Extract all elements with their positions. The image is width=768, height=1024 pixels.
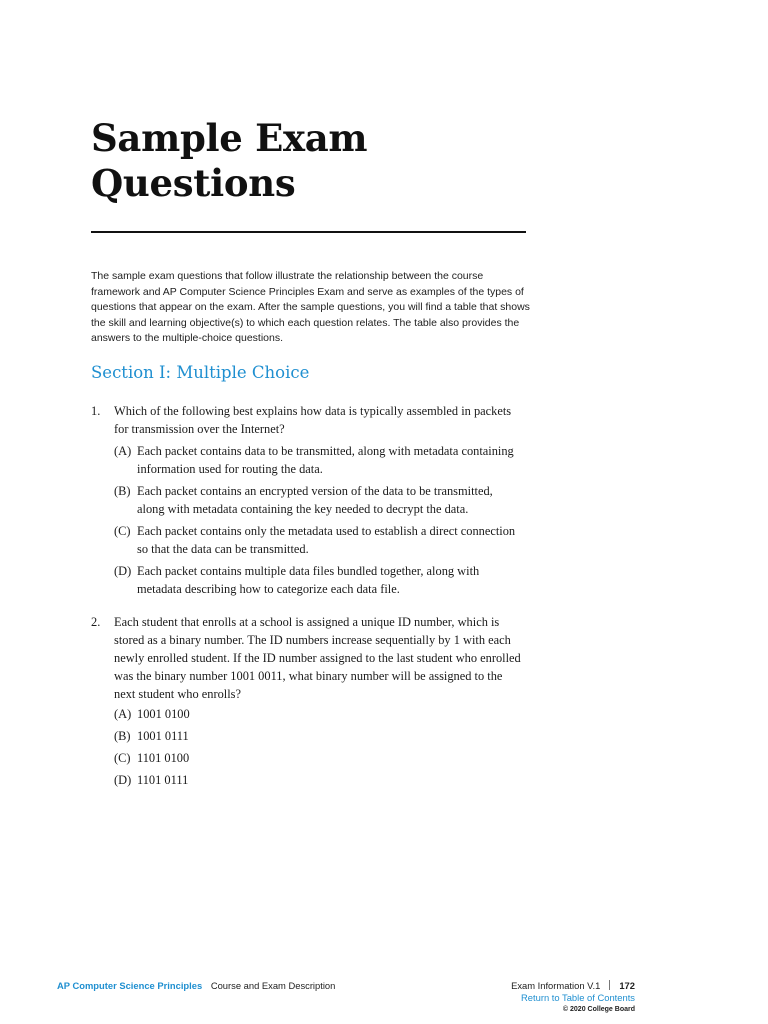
answer-choice xyxy=(114,727,521,745)
choice-text: Each packet contains multiple data files bundled together, along with metadata describing how to categorize each data file. xyxy=(137,564,480,596)
question-stem: Each student that enrolls at a school is assigned a unique ID number, which is stored as a binary number. The ID numbers increase sequentially by 1 with each newly enrolled student. If the ID number assigned to the last student who enrolled was the binary number 1001 0011, what binary number will be assigned to the next student who enrolls? xyxy=(114,615,521,701)
question-number: 2. xyxy=(91,615,101,629)
answer-choice xyxy=(114,749,521,767)
choice-text: 1101 0100 xyxy=(137,751,190,765)
answer-choice xyxy=(114,442,521,478)
footer-page-info xyxy=(511,980,635,1015)
question-item xyxy=(91,613,521,789)
answer-choice xyxy=(114,482,521,518)
footer-exam-info: Exam Information V.1 xyxy=(511,980,601,991)
title-divider xyxy=(91,231,526,233)
answer-choice xyxy=(114,771,521,789)
footer-course-name: AP Computer Science Principles xyxy=(57,980,203,991)
choice-letter: (C) xyxy=(114,524,131,538)
copyright-notice: © 2020 College Board xyxy=(562,1005,635,1013)
footer-exam-row xyxy=(511,980,635,992)
footer-document-name: Course and Exam Description xyxy=(210,980,336,991)
section-heading: Section I: Multiple Choice xyxy=(91,363,310,382)
answer-choice xyxy=(114,705,521,723)
choice-text: 1001 0111 xyxy=(137,729,189,743)
answer-choice xyxy=(114,522,521,558)
answer-choices xyxy=(114,442,521,598)
question-number: 1. xyxy=(91,404,101,418)
choice-letter: (B) xyxy=(114,484,131,498)
choice-letter: (D) xyxy=(114,773,132,787)
footer-separator xyxy=(609,980,610,990)
page-title: Sample Exam Questions xyxy=(91,116,368,205)
choice-text: 1001 0100 xyxy=(137,707,190,721)
footer-course-info xyxy=(57,980,335,991)
choice-letter: (A) xyxy=(114,707,132,721)
question-list xyxy=(91,402,521,789)
choice-text: Each packet contains data to be transmitted, along with metadata containing information used for routing the data. xyxy=(137,444,514,476)
answer-choices xyxy=(114,705,521,789)
toc-link[interactable]: Return to Table of Contents xyxy=(521,992,635,1004)
answer-choice xyxy=(114,562,521,598)
choice-letter: (C) xyxy=(114,751,131,765)
choice-letter: (B) xyxy=(114,729,131,743)
choice-text: 1101 0111 xyxy=(137,773,189,787)
choice-letter: (D) xyxy=(114,564,132,578)
intro-paragraph: The sample exam questions that follow illustrate the relationship between the course framework and AP Computer Science Principles Exam and serve as examples of the types of questions that appear on the exam. After the sample questions, you will find a table that shows the skill and learning objective(s) to which each question relates. The table also provides the answers to the multiple-choice questions. xyxy=(91,270,530,345)
choice-letter: (A) xyxy=(114,444,132,458)
page-number: 172 xyxy=(619,980,635,991)
choice-text: Each packet contains an encrypted version of the data to be transmitted, along with metadata containing the key needed to decrypt the data. xyxy=(137,484,493,516)
question-item xyxy=(91,402,521,598)
question-stem: Which of the following best explains how data is typically assembled in packets for transmission over the Internet? xyxy=(114,404,512,436)
choice-text: Each packet contains only the metadata used to establish a direct connection so that the data can be transmitted. xyxy=(137,524,516,556)
